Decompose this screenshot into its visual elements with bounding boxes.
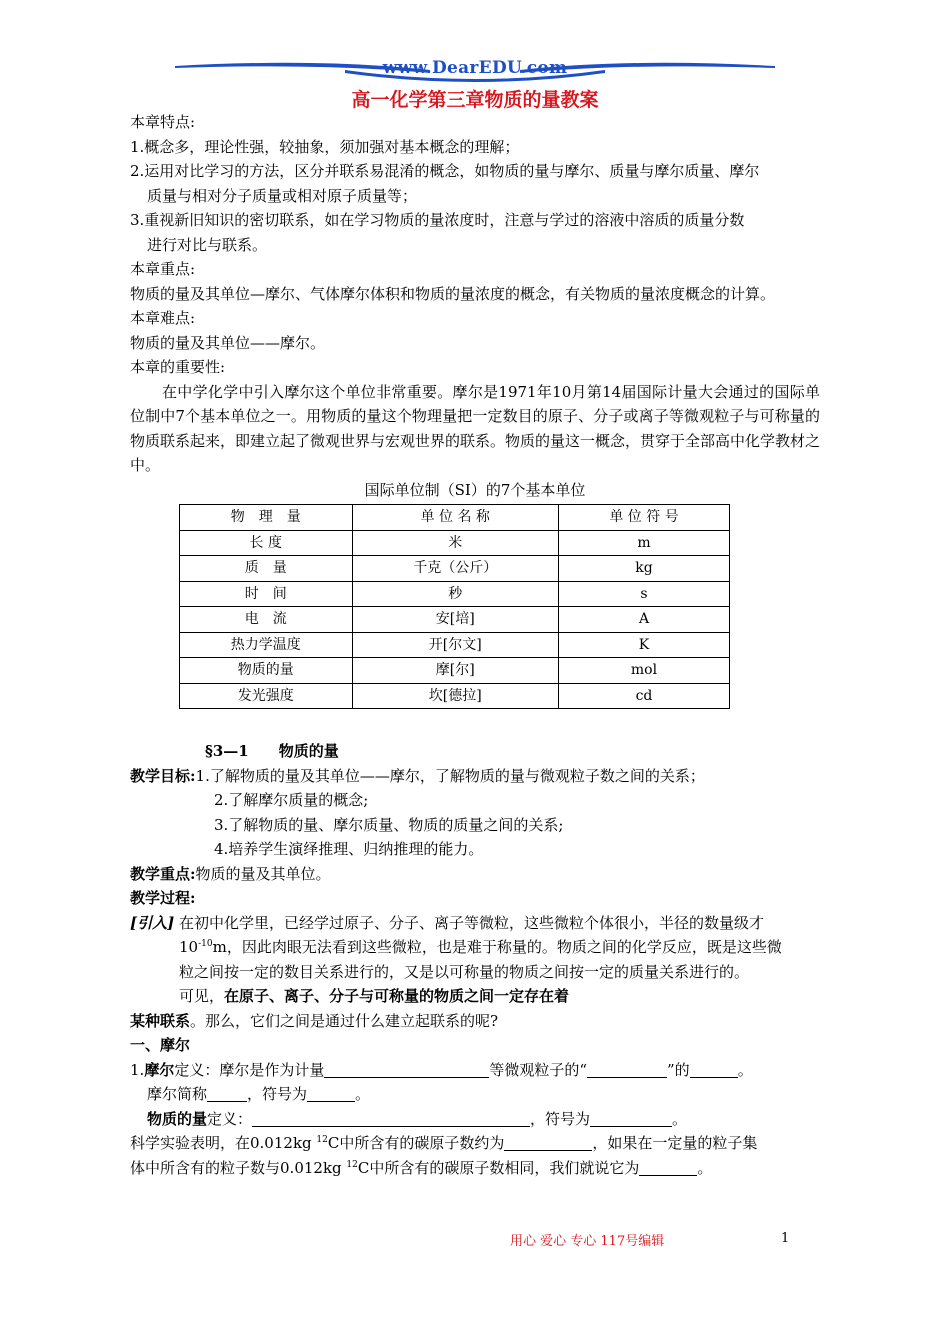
page-number: 1 bbox=[781, 1231, 790, 1246]
fill-blank[interactable] bbox=[252, 1109, 530, 1127]
table-cell: A bbox=[559, 607, 730, 633]
definition-text: ，符号为 bbox=[247, 1085, 308, 1103]
site-url[interactable]: www.DearEDU.com bbox=[382, 58, 568, 78]
table-cell: 安[培] bbox=[352, 607, 559, 633]
definition-text: 。 bbox=[672, 1109, 688, 1128]
fill-blank[interactable] bbox=[587, 1060, 667, 1078]
focus-text: 物质的量及其单位。 bbox=[195, 864, 331, 883]
table-row bbox=[180, 556, 730, 582]
goal-item: 1.了解物质的量及其单位——摩尔，了解物质的量与微观粒子数之间的关系； bbox=[195, 766, 705, 785]
fill-blank[interactable] bbox=[504, 1133, 592, 1151]
key-text: 物质的量及其单位—摩尔、气体摩尔体积和物质的量浓度的概念，有关物质的量浓度概念的计算。 bbox=[130, 284, 776, 303]
intro-text: m，因此肉眼无法看到这些微粒，也是难于称量的。物质之间的化学反应，既是这些微 bbox=[212, 938, 782, 956]
table-cell: 热力学温度 bbox=[180, 632, 353, 658]
table-cell: 千克（公斤） bbox=[352, 556, 559, 582]
item-number: 1. bbox=[130, 1060, 145, 1079]
table-cell: K bbox=[559, 632, 730, 658]
experiment-text: 。 bbox=[697, 1158, 713, 1177]
section-title: §3—1 物质的量 bbox=[205, 742, 339, 760]
table-caption: 国际单位制（SI）的7个基本单位 bbox=[364, 480, 586, 499]
table-row bbox=[180, 658, 730, 684]
fill-blank[interactable] bbox=[324, 1060, 489, 1078]
si-units-table bbox=[179, 504, 730, 709]
intro-label: [引入] bbox=[130, 913, 175, 932]
table-cell: kg bbox=[559, 556, 730, 582]
superscript: 12 bbox=[316, 1135, 328, 1145]
intro-text: 粒之间按一定的数目关系进行的，又是以可称量的物质之间按一定的质量关系进行的。 bbox=[179, 962, 750, 981]
table-row bbox=[180, 607, 730, 633]
table-cell: 开[尔文] bbox=[352, 632, 559, 658]
process-label: 教学过程: bbox=[130, 889, 196, 907]
feature-item: 1.概念多，理论性强，较抽象，须加强对基本概念的理解； bbox=[130, 137, 520, 156]
table-cell: 时 间 bbox=[180, 581, 353, 607]
focus-label: 教学重点: bbox=[130, 864, 196, 883]
definition-text: ，符号为 bbox=[530, 1109, 591, 1128]
table-row bbox=[180, 683, 730, 709]
table-cell: 发光强度 bbox=[180, 683, 353, 709]
term-amount-of-substance: 物质的量 bbox=[147, 1109, 208, 1128]
definition-text: 。 bbox=[355, 1085, 371, 1103]
intro-text: 在初中化学里，已经学过原子、分子、离子等微粒，这些微粒个体很小，半径的数量级才 bbox=[178, 913, 764, 932]
superscript: 12 bbox=[346, 1159, 358, 1170]
table-row bbox=[180, 530, 730, 556]
experiment-text: C中所含有的碳原子数约为 bbox=[327, 1134, 505, 1152]
table-cell: s bbox=[559, 581, 730, 607]
experiment-text: 体中所含有的粒子数与0.012kg bbox=[130, 1158, 347, 1177]
fill-blank[interactable] bbox=[307, 1084, 355, 1102]
document-body bbox=[130, 110, 820, 1180]
intro-text: 10 bbox=[179, 938, 199, 956]
table-header-cell: 单 位 名 称 bbox=[352, 505, 559, 531]
document-title: 高一化学第三章物质的量教案 bbox=[351, 89, 599, 111]
importance-text: 在中学化学中引入摩尔这个单位非常重要。摩尔是1971年10月第14届国际计量大会通过的国际单位制中7个基本单位之一。用物质的量这个物理量把一定数目的原子、分子或离子等微观粒子与可称量的物质联系起来，即建立起了微观世界与宏观世界的联系。物质的量这一概念，贯穿于全部高中化学教材之中。 bbox=[130, 382, 821, 474]
intro-text: 。那么，它们之间是通过什么建立起联系的呢? bbox=[190, 1011, 499, 1030]
table-header-cell: 物 理 量 bbox=[180, 505, 353, 531]
feature-item: 进行对比与联系。 bbox=[147, 235, 268, 254]
definition-text: ”的 bbox=[667, 1060, 690, 1079]
difficulty-heading: 本章难点: bbox=[130, 309, 196, 327]
table-header-row bbox=[180, 505, 730, 531]
goal-item: 3.了解物质的量、摩尔质量、物质的质量之间的关系; bbox=[214, 815, 564, 834]
experiment-text: ，如果在一定量的粒子集 bbox=[592, 1134, 758, 1152]
table-cell: 电 流 bbox=[180, 607, 353, 633]
feature-item: 2.运用对比学习的方法，区分并联系易混淆的概念，如物质的量与摩尔、质量与摩尔质量、摩尔 bbox=[130, 162, 760, 180]
definition-text: 摩尔简称 bbox=[147, 1085, 208, 1103]
experiment-text: 科学实验表明，在0.012kg bbox=[130, 1134, 317, 1152]
table-header-cell: 单 位 符 号 bbox=[559, 505, 730, 531]
table-cell: 长 度 bbox=[180, 530, 353, 556]
intro-emphasis: 在原子、离子、分子与可称量的物质之间一定存在着 bbox=[224, 987, 570, 1005]
table-cell: 秒 bbox=[352, 581, 559, 607]
table-cell: mol bbox=[559, 658, 730, 684]
table-cell: 质 量 bbox=[180, 556, 353, 582]
exponent: -10 bbox=[198, 939, 213, 949]
table-cell: 摩[尔] bbox=[352, 658, 559, 684]
part-heading: 一、摩尔 bbox=[130, 1036, 191, 1054]
goals-label: 教学目标: bbox=[130, 766, 196, 785]
table-cell: m bbox=[559, 530, 730, 556]
difficulty-text: 物质的量及其单位——摩尔。 bbox=[130, 333, 326, 352]
definition-text: 定义： bbox=[207, 1109, 253, 1128]
key-heading: 本章重点: bbox=[130, 260, 196, 278]
feature-item: 3.重视新旧知识的密切联系，如在学习物质的量浓度时，注意与学过的溶液中溶质的质量分数 bbox=[130, 211, 745, 229]
experiment-text: C中所含有的碳原子数相同，我们就说它为 bbox=[357, 1158, 640, 1177]
table-row bbox=[180, 581, 730, 607]
site-header bbox=[170, 58, 780, 88]
table-cell: 物质的量 bbox=[180, 658, 353, 684]
definition-text: 定义：摩尔是作为计量 bbox=[174, 1060, 325, 1079]
footer-text: 用心 爱心 专心 117号编辑 bbox=[510, 1234, 665, 1249]
intro-emphasis: 某种联系 bbox=[130, 1011, 191, 1030]
definition-text: 等微观粒子的“ bbox=[489, 1060, 588, 1079]
definition-text: 。 bbox=[737, 1060, 753, 1079]
features-heading: 本章特点: bbox=[130, 113, 196, 131]
fill-blank[interactable] bbox=[590, 1109, 672, 1127]
table-cell: 坎[德拉] bbox=[352, 683, 559, 709]
intro-text: 可见， bbox=[179, 987, 225, 1005]
goal-item: 2.了解摩尔质量的概念; bbox=[214, 791, 369, 809]
term-mole: 摩尔 bbox=[144, 1060, 175, 1079]
fill-blank[interactable] bbox=[207, 1084, 247, 1102]
fill-blank[interactable] bbox=[690, 1060, 738, 1078]
goal-item: 4.培养学生演绎推理、归纳推理的能力。 bbox=[214, 840, 484, 858]
table-cell: cd bbox=[559, 683, 730, 709]
table-row bbox=[180, 632, 730, 658]
importance-heading: 本章的重要性: bbox=[130, 358, 226, 376]
fill-blank[interactable] bbox=[639, 1158, 697, 1176]
table-cell: 米 bbox=[352, 530, 559, 556]
feature-item: 质量与相对分子质量或相对原子质量等； bbox=[147, 186, 418, 205]
